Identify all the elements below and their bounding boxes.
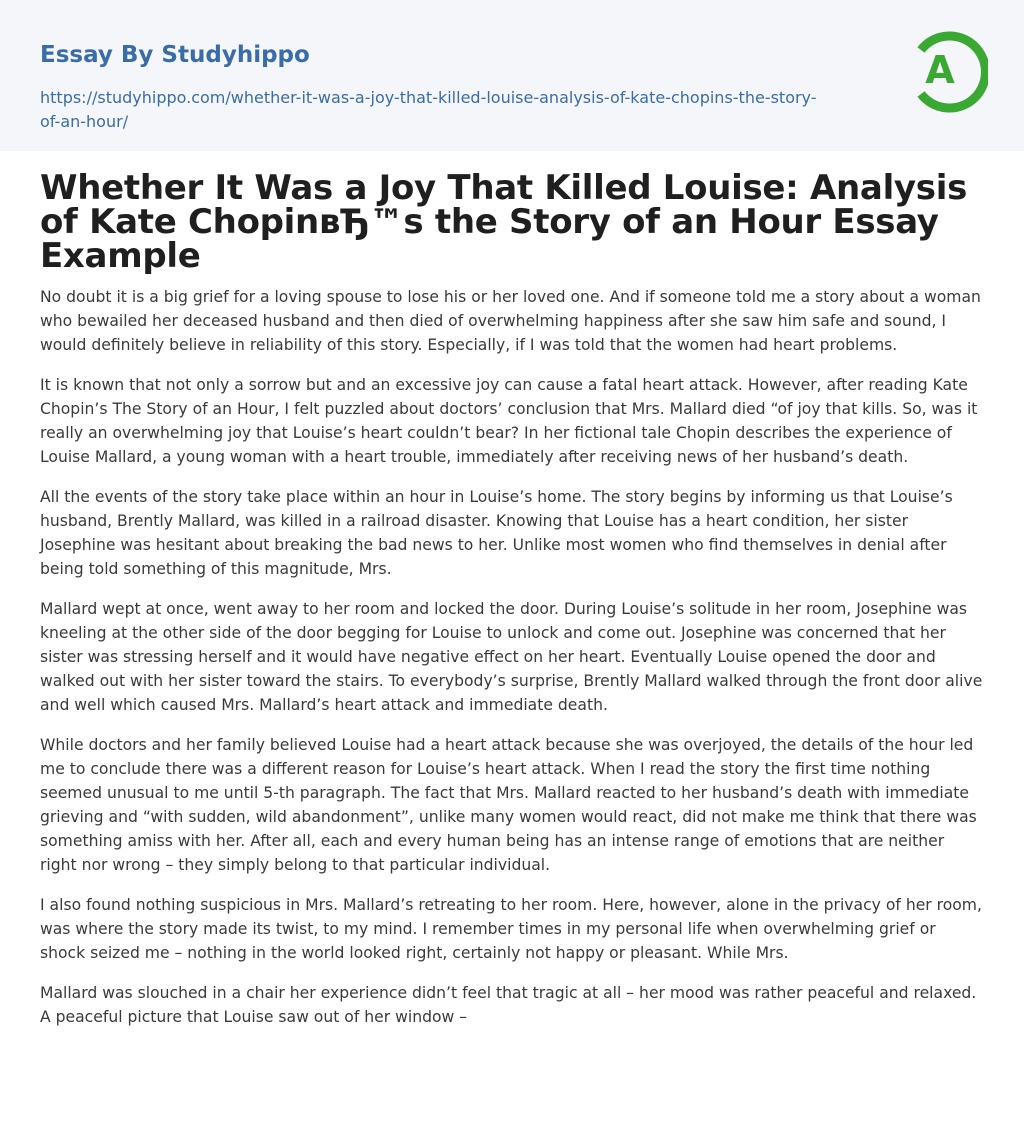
paragraph: While doctors and her family believed Louise had a heart attack because she was overjoyed, the details of the hour led me to conclude there was a different reason for Louise’s heart attack. When I read the story the first time nothing seemed unusual to me until 5-th paragraph. The fact that Mrs. Mallard reacted to her husband’s death with immediate grieving and “with sudden, wild abandonment”, unlike many women would react, did not make me think that there was something amiss with her. After all, each and every human being has an intense range of emotions that are neither right nor wrong – they simply belong to that particular individual.	[40, 736, 977, 874]
source-url-link[interactable]: https://studyhippo.com/whether-it-was-a-joy-that-killed-louise-analysis-of-kate-chopins-the-story-of-an-hour/	[40, 88, 817, 131]
article	[0, 151, 1024, 1029]
studyhippo-logo-icon[interactable]	[906, 28, 988, 116]
paragraph: No doubt it is a big grief for a loving spouse to lose his or her loved one. And if someone told me a story about a woman who bewailed her deceased husband and then died of overwhelming happiness after she saw him safe and sound, I would definitely believe in reliability of this story. Especially, if I was told that the women had heart problems.	[40, 288, 981, 354]
paragraph: I also found nothing suspicious in Mrs. Mallard’s retreating to her room. Here, however, alone in the privacy of her room, was where the story made its twist, to my mind. I remember times in my personal life when overwhelming grief or shock seized me – nothing in the world looked right, certainly not happy or pleasant. While Mrs.	[40, 896, 982, 962]
site-header	[0, 0, 1024, 151]
paragraph: All the events of the story take place within an hour in Louise’s home. The story begins by informing us that Louise’s husband, Brently Mallard, was killed in a railroad disaster. Knowing that Louise has a heart condition, her sister Josephine was hesitant about breaking the bad news to her. Unlike most women who find themselves in denial after being told something of this magnitude, Mrs.	[40, 488, 953, 578]
paragraph: It is known that not only a sorrow but and an excessive joy can cause a fatal heart attack. However, after reading Kate Chopin’s The Story of an Hour, I felt puzzled about doctors’ conclusion that Mrs. Mallard died “of joy that kills. So, was it really an overwhelming joy that Louise’s heart couldn’t bear? In her fictional tale Chopin describes the experience of Louise Mallard, a young woman with a heart trouble, immediately after receiving news of her husband’s death.	[40, 376, 978, 466]
brand-title[interactable]: Essay By Studyhippo	[40, 42, 310, 68]
paragraph: Mallard wept at once, went away to her room and locked the door. During Louise’s solitude in her room, Josephine was kneeling at the other side of the door begging for Louise to unlock and come out. Josephine was concerned that her sister was stressing herself and it would have negative effect on her heart. Eventually Louise opened the door and walked out with her sister toward the stairs. To everybody’s surprise, Brently Mallard walked through the front door alive and well which caused Mrs. Mallard’s heart attack and immediate death.	[40, 600, 983, 714]
article-title: Whether It Was a Joy That Killed Louise: Analysis of Kate ChopinвЂ™s the Story of an Hour Essay Example	[40, 168, 968, 276]
logo-letter: A	[925, 48, 955, 92]
paragraph: Mallard was slouched in a chair her experience didn’t feel that tragic at all – her mood was rather peaceful and relaxed. A peaceful picture that Louise saw out of her window –	[40, 984, 977, 1026]
